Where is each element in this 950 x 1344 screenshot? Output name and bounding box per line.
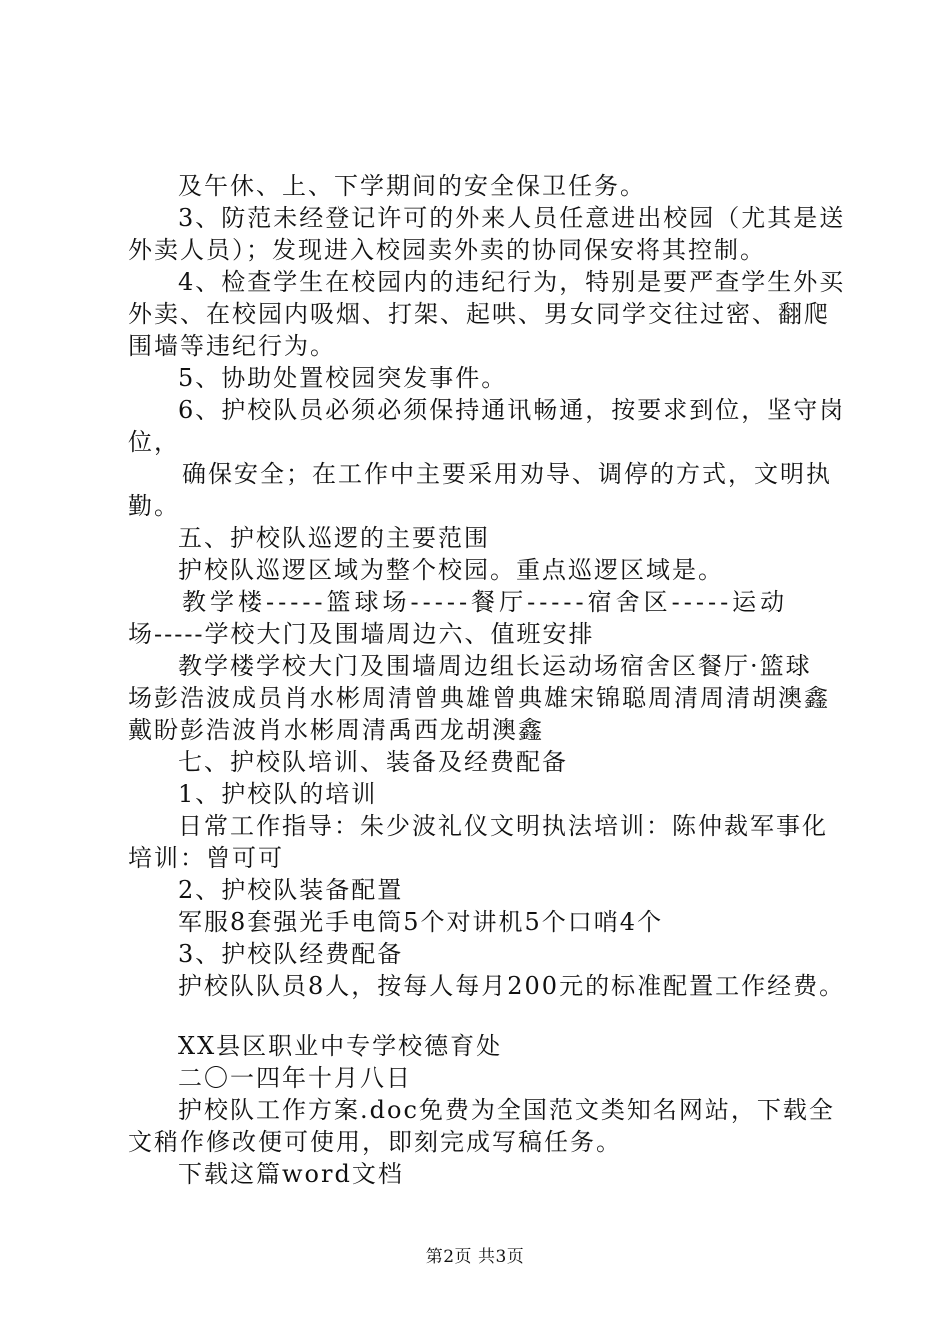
text-line: 外卖、在校园内吸烟、打架、起哄、男女同学交往过密、翻爬 [128, 300, 830, 328]
text-line: 教学楼学校大门及围墙周边组长运动场宿舍区餐厅·篮球 [178, 652, 812, 680]
spacer [128, 1002, 848, 1030]
text-line: 护校队工作方案.doc免费为全国范文类知名网站，下载全 [178, 1096, 835, 1124]
text-line: 场-----学校大门及围墙周边六、值班安排 [128, 620, 595, 648]
download-link[interactable]: 下载这篇word文档 [178, 1160, 404, 1188]
text-line: 外卖人员）；发现进入校园卖外卖的协同保安将其控制。 [128, 236, 766, 264]
document-body [128, 170, 848, 1190]
text-line: 确保安全；在工作中主要采用劝导、调停的方式，文明执 [182, 460, 832, 488]
page-footer: 第2页 共3页 [425, 1247, 525, 1267]
text-line: 培训：曾可可 [128, 844, 284, 872]
text-line: 3、防范未经登记许可的外来人员任意进出校园（尤其是送 [178, 204, 846, 232]
text-line: 4、检查学生在校园内的违纪行为，特别是要严查学生外买 [178, 268, 846, 296]
signature-line: XX县区职业中专学校德育处 [178, 1032, 503, 1060]
text-line: 5、协助处置校园突发事件。 [178, 364, 508, 392]
text-line: 6、护校队员必须必须保持通讯畅通，按要求到位，坚守岗 [178, 396, 846, 424]
text-line: 1、护校队的培训 [178, 780, 378, 808]
text-line: 日常工作指导：朱少波礼仪文明执法培训：陈仲裁军事化 [178, 812, 828, 840]
section-heading: 七、护校队培训、装备及经费配备 [178, 748, 568, 776]
text-line: 文稍作修改便可使用，即刻完成写稿任务。 [128, 1128, 622, 1156]
text-line: 及午休、上、下学期间的安全保卫任务。 [178, 172, 646, 200]
text-line: 教学楼-----篮球场-----餐厅-----宿舍区-----运动 [182, 588, 789, 616]
text-line: 护校队队员8人，按每人每月200元的标准配置工作经费。 [178, 972, 846, 1000]
text-line: 场彭浩波成员肖水彬周清曾典雄曾典雄宋锦聪周清周清胡澳鑫 [128, 684, 830, 712]
text-line: 护校队巡逻区域为整个校园。重点巡逻区域是。 [178, 556, 724, 584]
text-line: 位， [128, 428, 180, 456]
text-line: 军服8套强光手电筒5个对讲机5个口哨4个 [178, 908, 664, 936]
date-line: 二〇一四年十月八日 [178, 1064, 412, 1092]
text-line: 勤。 [128, 492, 180, 520]
text-line: 2、护校队装备配置 [178, 876, 404, 904]
section-heading: 五、护校队巡逻的主要范围 [178, 524, 490, 552]
text-line: 戴盼彭浩波肖水彬周清禹西龙胡澳鑫 [128, 716, 544, 744]
text-line: 围墙等违纪行为。 [128, 332, 336, 360]
text-line: 3、护校队经费配备 [178, 940, 404, 968]
